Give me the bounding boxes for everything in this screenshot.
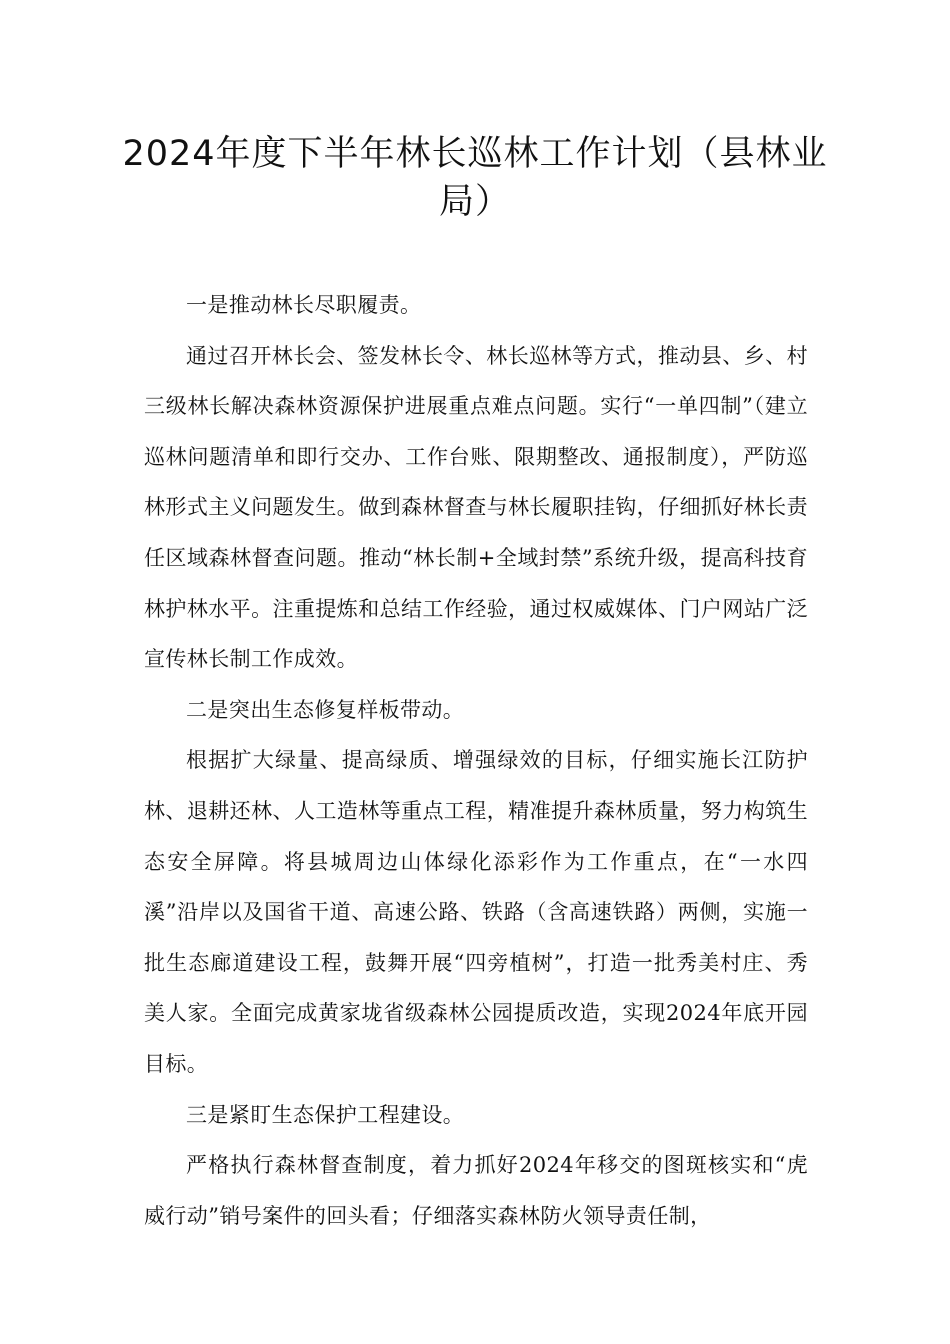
section-heading-2: 二是突出生态修复样板带动。 [186,697,465,722]
document-title: 2024年度下半年林长巡林工作计划（县林业局） [122,134,828,222]
body-paragraph-2: 根据扩大绿量、提高绿质、增强绿效的目标，仔细实施长江防护林、退耕还林、人工造林等重点工程，精准提升森林质量，努力构筑生态安全屏障。将县城周边山体绿化添彩作为工作重点，在“一水四溪”沿岸以及国省干道、高速公路、铁路（含高速铁路）两侧，实施一批生态廊道建设工程，鼓舞开展“四旁植树”，打造一批秀美村庄、秀美人家。全面完成黄家垅省级森林公园提质改造，实现2024年底开园目标。 [144,748,808,1076]
body-paragraph-1: 通过召开林长会、签发林长令、林长巡林等方式，推动县、乡、村三级林长解决森林资源保护进展重点难点问题。实行“一单四制”（建立巡林问题清单和即行交办、工作台账、限期整改、通报制度），严防巡林形式主义问题发生。做到森林督查与林长履职挂钩，仔细抓好林长责任区域森林督查问题。推动“林长制+全域封禁”系统升级，提高科技育林护林水平。注重提炼和总结工作经验，通过权威媒体、门户网站广泛宣传林长制工作成效。 [144,343,808,672]
body-paragraph-3: 严格执行森林督查制度，着力抓好2024年移交的图斑核实和“虎威行动”销号案件的回头看；仔细落实森林防火领导责任制， [144,1153,808,1228]
section-heading-1: 一是推动林长尽职履责。 [186,293,422,317]
document-body [144,280,808,1241]
section-heading-3: 三是紧盯生态保护工程建设。 [186,1102,465,1127]
